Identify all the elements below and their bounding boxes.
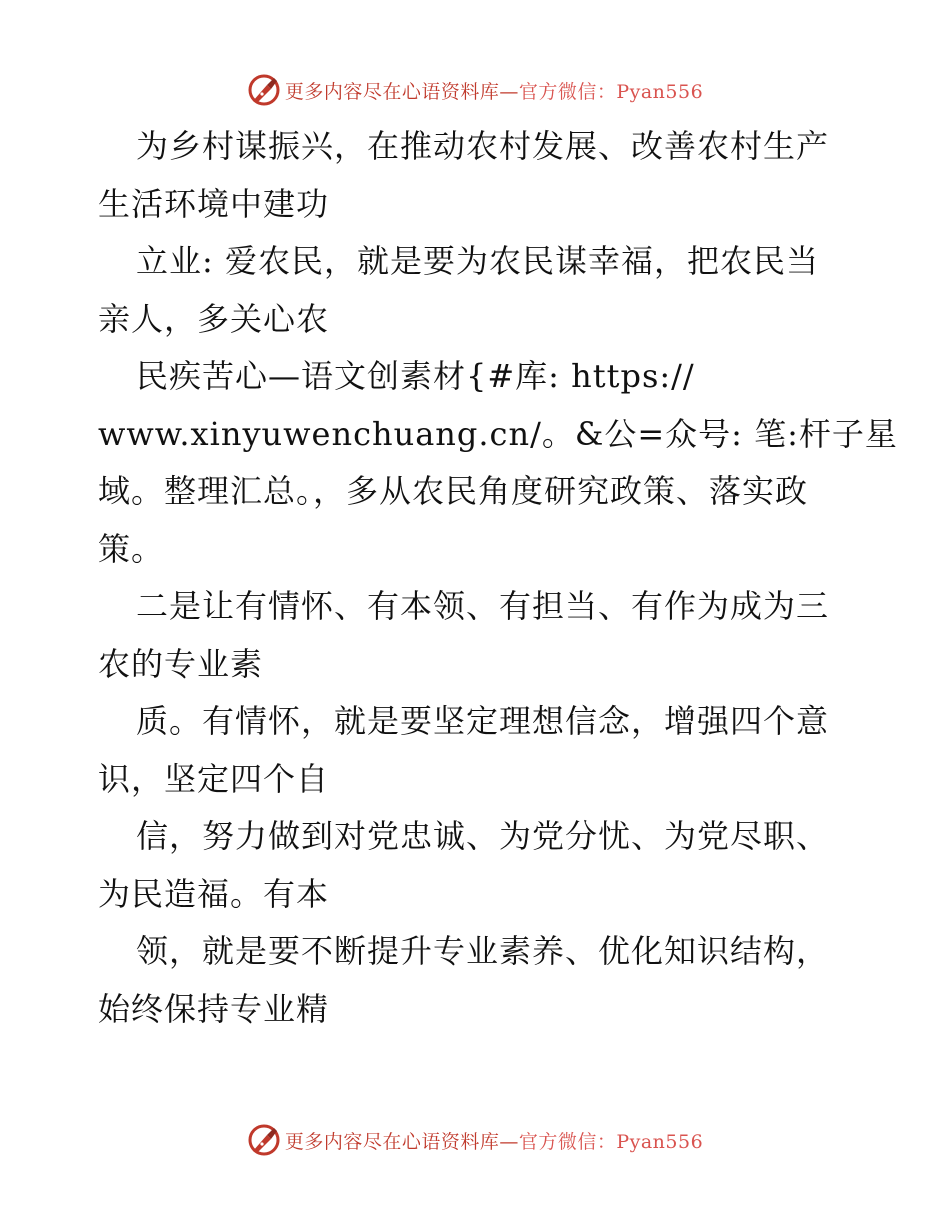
watermark-dash: —	[499, 1130, 519, 1153]
body-line: 识，坚定四个自	[98, 759, 330, 798]
body-line: 立业: 爱农民，就是要为农民谋幸福，把农民当	[136, 242, 819, 280]
watermark-site-text: 更多内容尽在心语资料库	[284, 80, 500, 103]
watermark-site-text: 更多内容尽在心语资料库	[284, 1130, 500, 1153]
body-line: 领，就是要不断提升专业素养、优化知识结构，	[136, 932, 830, 970]
body-line: 民疾苦心—语文创素材{#库: https://	[136, 357, 695, 395]
pen-nib-logo-icon	[247, 1123, 281, 1157]
body-line: 二是让有情怀、有本领、有担当、有作为成为三	[136, 587, 830, 625]
body-line: 域。整理汇总。，多从农民角度研究政策、落实政	[98, 472, 809, 510]
watermark-wechat-text: 官方微信：Pyan556	[518, 80, 704, 103]
pen-nib-logo-icon	[247, 73, 281, 107]
watermark-dash: —	[499, 80, 519, 103]
watermark-text	[285, 77, 703, 104]
body-line: 策。	[98, 529, 165, 568]
body-line: 信，努力做到对党忠诚、为党分忧、为党尽职、	[136, 817, 830, 855]
watermark-wechat-text: 官方微信：Pyan556	[518, 1130, 704, 1153]
body-line: 为民造福。有本	[98, 874, 330, 913]
watermark-text	[285, 1127, 703, 1154]
body-line: 为乡村谋振兴，在推动农村发展、改善农村生产	[136, 127, 830, 165]
body-line: www.xinyuwenchuang.cn/。&公=众号: 笔:杆子星	[98, 414, 898, 453]
body-line: 农的专业素	[98, 644, 264, 683]
footer-watermark	[0, 1120, 950, 1160]
body-line: 质。有情怀，就是要坚定理想信念，增强四个意	[136, 702, 830, 740]
body-line: 始终保持专业精	[98, 989, 330, 1028]
document-body	[98, 118, 898, 1038]
body-line: 亲人，多关心农	[98, 299, 330, 338]
body-line: 生活环境中建功	[98, 184, 330, 223]
header-watermark	[0, 70, 950, 110]
